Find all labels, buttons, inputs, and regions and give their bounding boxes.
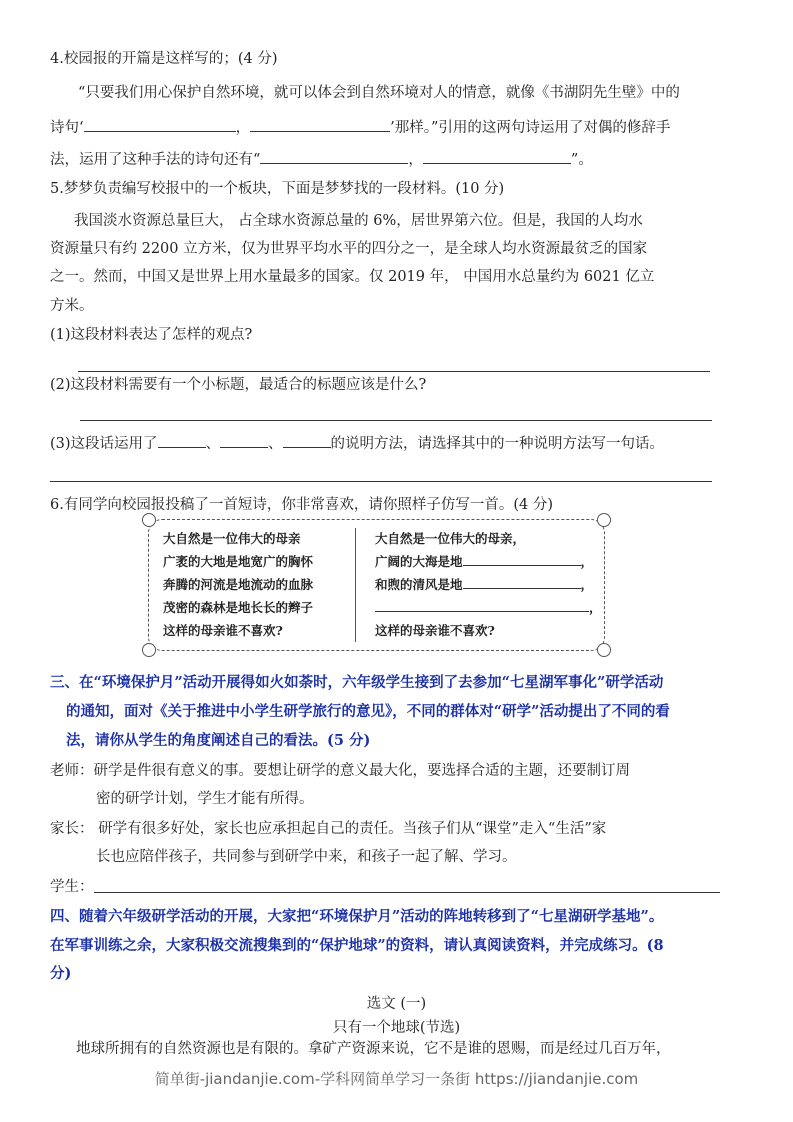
q4-answer-blank-4[interactable] xyxy=(423,148,571,164)
q5-method-blank-1[interactable] xyxy=(158,432,206,448)
q4-answer-blank-2[interactable] xyxy=(250,116,390,132)
q5-title: 5.梦梦负责编写校报中的一个板块，下面是梦梦找的一段材料。(10 分) xyxy=(50,181,505,197)
reading-title: 只有一个地球(节选) xyxy=(332,1020,461,1036)
q4-line3-c: ”。 xyxy=(570,152,593,168)
s4-line1: 四、随着六年级研学活动的开展，大家把“环境保护月”活动的阵地转移到了“七星湖研学基地”。 xyxy=(50,908,664,925)
s3-student-label: 学生： xyxy=(50,879,94,895)
q4-line1: “只要我们用心保护自然环境，就可以体会到自然环境对人的情意，就像《书湖阴先生壁》中的 xyxy=(78,85,680,101)
poem-right-line-2-text: 广阔的大海是地 xyxy=(375,554,463,569)
s4-line3: 分) xyxy=(50,965,72,982)
poem-blank-3[interactable] xyxy=(375,599,589,612)
s3-line2: 的通知，面对《关于推进中小学生研学旅行的意见》，不同的群体对“研学”活动提出了不同的看 xyxy=(66,703,670,720)
poem-blank-1[interactable] xyxy=(463,553,581,566)
poem-right-line-4-comma: ， xyxy=(589,600,602,615)
q4-line3-b: ， xyxy=(408,152,423,168)
poem-left-line: 大自然是一位伟大的母亲 xyxy=(163,531,301,546)
reading-line1: 地球所拥有的自然资源也是有限的。拿矿产资源来说，它不是谁的恩赐，而是经过几百万年， xyxy=(76,1041,671,1057)
poem-corner-ornament xyxy=(597,643,611,657)
poem-right-line-3 xyxy=(375,576,593,594)
q5-sub3-a: (3)这段话运用了 xyxy=(50,436,158,452)
poem-left-line: 奔腾的河流是地流动的血脉 xyxy=(163,577,314,592)
s4-line2: 在军事训练之余，大家积极交流搜集到的“保护地球”的资料，请认真阅读资料，并完成练习。(8 xyxy=(50,937,664,954)
q4-line2 xyxy=(50,116,670,139)
reading-label: 选文 (一) xyxy=(366,996,427,1012)
s3-teacher-line2: 密的研学计划，学生才能有所得。 xyxy=(96,791,314,807)
poem-corner-ornament xyxy=(142,513,156,527)
q5-para3: 之一。然而，中国又是世界上用水量最多的国家。仅 2019 年， 中国用水总量约为 6021 亿立 xyxy=(50,269,655,285)
poem-right-line-1: 大自然是一位伟大的母亲， xyxy=(375,531,526,546)
poem-frame xyxy=(148,519,605,651)
poem-right-line-2 xyxy=(375,553,593,571)
poem-corner-ornament xyxy=(597,513,611,527)
poem-right-line-3-text: 和煦的清风是地 xyxy=(375,577,463,592)
poem-corner-ornament xyxy=(142,643,156,657)
q5-method-blank-2[interactable] xyxy=(220,432,268,448)
q5-para2: 资源量只有约 2200 立方米，仅为世界平均水平的四分之一，是全球人均水资源最贫乏的国家 xyxy=(50,241,648,257)
q4-line2-a: 诗句‘ xyxy=(50,120,84,136)
q5-para1: 我国淡水资源总量巨大， 占全球水资源总量的 6%，居世界第六位。但是，我国的人均水 xyxy=(74,213,643,229)
s3-student-answer-line[interactable] xyxy=(94,892,720,893)
q5-sub3 xyxy=(50,432,664,455)
poem-left-line: 这样的母亲谁不喜欢? xyxy=(163,623,283,638)
poem-divider xyxy=(355,528,356,642)
q5-sub3-sep2: 、 xyxy=(268,436,283,452)
q5-sub2-answer-line[interactable] xyxy=(80,420,712,421)
s3-line1: 三、在“环境保护月”活动开展得如火如荼时，六年级学生接到了去参加“七星湖军事化”研学活动 xyxy=(50,674,664,691)
q4-line2-c: ’那样。”引用的这两句诗运用了对偶的修辞手 xyxy=(390,120,671,136)
s3-parent-line2: 长也应陪伴孩子，共同参与到研学中来，和孩子一起了解、学习。 xyxy=(96,849,517,865)
q4-title: 4.校园报的开篇是这样写的；(4 分) xyxy=(50,51,278,67)
poem-blank-2[interactable] xyxy=(463,576,581,589)
s3-parent-line1: 家长： 研学有很多好处，家长也应承担起自己的责任。当孩子们从“课堂”走入“生活”家 xyxy=(50,821,607,837)
poem-left-line: 茂密的森林是地长长的辫子 xyxy=(163,600,314,615)
q4-line2-b: ， xyxy=(235,120,251,136)
q5-sub3-answer-line[interactable] xyxy=(50,481,712,482)
footer-watermark: 简单街-jiandanjie.com-学科网简单学习一条街 https://jiandanjie.com xyxy=(154,1070,639,1088)
q4-line3-a: 法，运用了这种手法的诗句还有“ xyxy=(50,152,261,168)
q5-sub2: (2)这段材料需要有一个小标题，最适合的标题应该是什么? xyxy=(50,377,427,393)
q5-sub3-sep1: 、 xyxy=(205,436,221,452)
s3-teacher-line1: 老师：研学是件很有意义的事。要想让研学的意义最大化，要选择合适的主题，还要制订周 xyxy=(50,763,630,779)
poem-right-line-2-comma: ， xyxy=(580,554,594,569)
s3-line3: 法，请你从学生的角度阐述自己的看法。(5 分) xyxy=(66,732,371,749)
q5-sub1: (1)这段材料表达了怎样的观点? xyxy=(50,327,253,343)
poem-right-line-4 xyxy=(375,599,602,617)
q4-answer-blank-1[interactable] xyxy=(84,116,236,132)
poem-right-line-3-comma: ， xyxy=(580,577,594,592)
q5-method-blank-3[interactable] xyxy=(283,432,331,448)
q5-sub3-b: 的说明方法，请选择其中的一种说明方法写一句话。 xyxy=(330,436,665,452)
q5-para4: 方米。 xyxy=(50,298,94,314)
q4-line3 xyxy=(50,148,593,171)
q5-sub1-answer-line[interactable] xyxy=(78,371,710,372)
q4-answer-blank-3[interactable] xyxy=(260,148,408,164)
poem-right-line-5: 这样的母亲谁不喜欢? xyxy=(375,623,495,638)
q6-title: 6.有同学向校园报投稿了一首短诗，你非常喜欢，请你照样子仿写一首。(4 分) xyxy=(50,497,553,513)
poem-left-line: 广袤的大地是地宽广的胸怀 xyxy=(163,554,314,569)
